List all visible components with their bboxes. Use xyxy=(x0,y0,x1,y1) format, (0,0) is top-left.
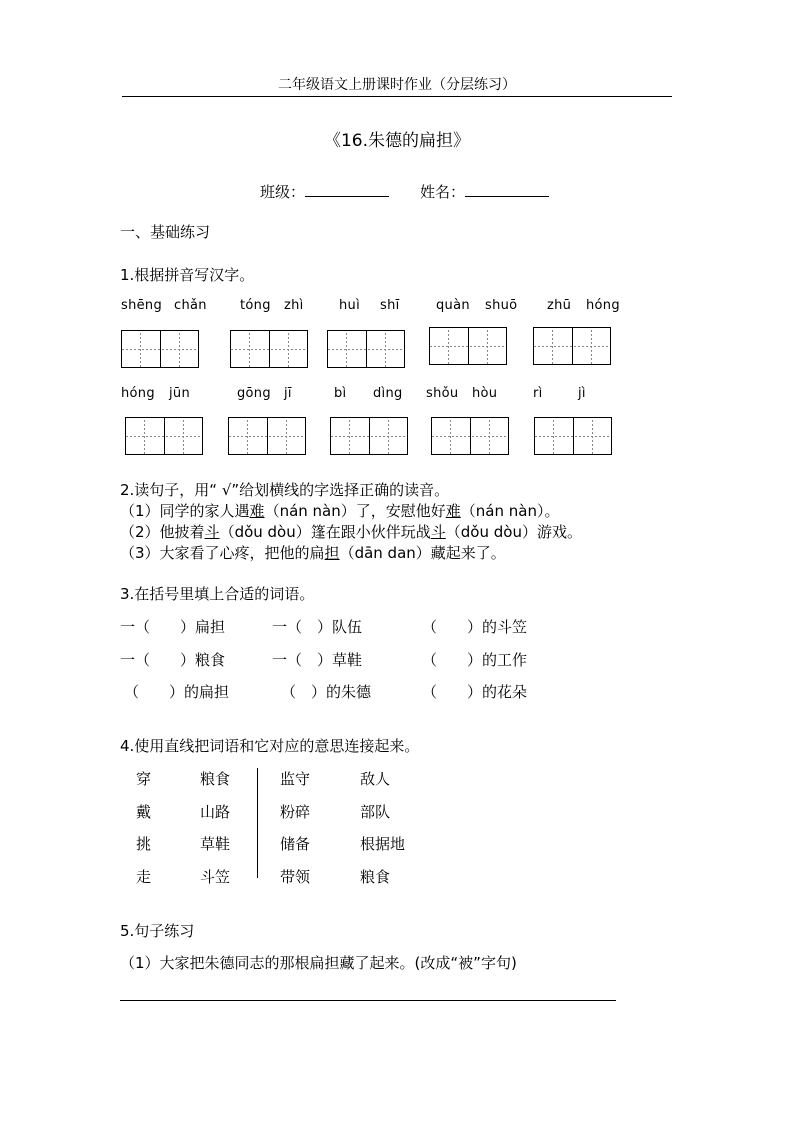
underlined-char: 难 xyxy=(249,502,265,520)
q4-title: 4.使用直线把词语和它对应的意思连接起来。 xyxy=(120,737,420,755)
class-field xyxy=(260,181,389,202)
pinyin-label: shēng xyxy=(121,298,163,313)
pinyin-label: quàn xyxy=(436,298,470,313)
fill-item: （ ）的斗笠 xyxy=(422,618,528,636)
pinyin-label: shǒu xyxy=(426,386,459,401)
fill-item: 一（ ）草鞋 xyxy=(272,651,363,669)
fill-item: 一（ ）队伍 xyxy=(272,618,363,636)
match-word[interactable]: 粮食 xyxy=(200,770,231,788)
class-label: 班级： xyxy=(260,183,306,201)
pinyin-label: jī xyxy=(284,386,292,401)
name-field xyxy=(420,181,549,202)
q2-sentence-2: （2）他披着斗（dǒu dòu）篷在跟小伙伴玩战斗（dǒu dòu）游戏。 xyxy=(120,523,582,541)
writing-grid[interactable] xyxy=(534,417,612,455)
writing-grid[interactable] xyxy=(327,330,405,368)
q2-title: 2.读句子，用“ √”给划横线的字选择正确的读音。 xyxy=(120,481,450,499)
underlined-char: 难 xyxy=(445,502,461,520)
fill-item: （ ）的花朵 xyxy=(422,683,528,701)
pinyin-label: zhū xyxy=(547,298,572,313)
name-blank[interactable] xyxy=(465,196,549,197)
pinyin-label: rì xyxy=(533,386,543,401)
match-word[interactable]: 粉碎 xyxy=(280,803,311,821)
match-word[interactable]: 带领 xyxy=(280,868,311,886)
writing-grid[interactable] xyxy=(533,327,611,365)
pinyin-label: hóng xyxy=(121,386,155,401)
class-blank[interactable] xyxy=(305,196,389,197)
worksheet-title: 《16.朱德的扁担》 xyxy=(323,131,471,151)
match-word[interactable]: 根据地 xyxy=(360,835,406,853)
q2-sentence-3: （3）大家看了心疼，把他的扁担（dān dan）藏起来了。 xyxy=(120,544,506,562)
writing-grid[interactable] xyxy=(431,417,509,455)
pinyin-label: dìng xyxy=(373,386,403,401)
pinyin-label: gōng xyxy=(237,386,271,401)
pinyin-label: shuō xyxy=(485,298,518,313)
answer-line[interactable] xyxy=(120,1000,616,1001)
underlined-char: 斗 xyxy=(430,523,446,541)
fill-item: （ ）的朱德 xyxy=(281,683,372,701)
fill-item: 一（ ）扁担 xyxy=(120,618,226,636)
q3-title: 3.在括号里填上合适的词语。 xyxy=(120,585,315,603)
pinyin-label: bì xyxy=(334,386,347,401)
fill-item: （ ）的扁担 xyxy=(124,683,230,701)
pinyin-label: chǎn xyxy=(174,298,207,313)
pinyin-label: tóng xyxy=(240,298,271,313)
pinyin-label: huì xyxy=(339,298,360,313)
match-word[interactable]: 斗笠 xyxy=(200,868,231,886)
q5-sentence-1: （1）大家把朱德同志的那根扁担藏了起来。(改成“被”字句) xyxy=(120,954,517,972)
pinyin-label: hòu xyxy=(472,386,498,401)
underlined-char: 斗 xyxy=(204,523,220,541)
match-word[interactable]: 戴 xyxy=(136,803,152,821)
match-word[interactable]: 粮食 xyxy=(360,868,391,886)
section-heading: 一、基础练习 xyxy=(120,223,211,241)
writing-grid[interactable] xyxy=(330,417,408,455)
fill-item: （ ）的工作 xyxy=(422,651,528,669)
pinyin-label: jūn xyxy=(169,386,190,401)
match-word[interactable]: 挑 xyxy=(136,835,152,853)
match-word[interactable]: 监守 xyxy=(280,770,311,788)
match-word[interactable]: 敌人 xyxy=(360,770,391,788)
page-header: 二年级语文上册课时作业（分层练习） xyxy=(278,77,516,93)
name-label: 姓名： xyxy=(420,183,466,201)
match-word[interactable]: 走 xyxy=(136,868,152,886)
q1-title: 1.根据拼音写汉字。 xyxy=(120,266,255,284)
match-word[interactable]: 穿 xyxy=(136,770,152,788)
writing-grid[interactable] xyxy=(429,327,507,365)
q2-sentence-1: （1）同学的家人遇难（nán nàn）了，安慰他好难（nán nàn）。 xyxy=(120,502,560,520)
pinyin-label: shī xyxy=(380,298,400,313)
writing-grid[interactable] xyxy=(121,330,199,368)
pinyin-label: jì xyxy=(578,386,586,401)
writing-grid[interactable] xyxy=(125,417,203,455)
pinyin-label: hóng xyxy=(586,298,620,313)
header-rule xyxy=(122,96,672,97)
q5-title: 5.句子练习 xyxy=(120,922,195,940)
match-word[interactable]: 草鞋 xyxy=(200,835,231,853)
match-word[interactable]: 储备 xyxy=(280,835,311,853)
divider-line xyxy=(257,768,258,878)
writing-grid[interactable] xyxy=(230,330,308,368)
fill-item: 一（ ）粮食 xyxy=(120,651,226,669)
underlined-char: 担 xyxy=(324,544,340,562)
match-word[interactable]: 山路 xyxy=(200,803,231,821)
match-word[interactable]: 部队 xyxy=(360,803,391,821)
pinyin-label: zhì xyxy=(284,298,304,313)
writing-grid[interactable] xyxy=(228,417,306,455)
